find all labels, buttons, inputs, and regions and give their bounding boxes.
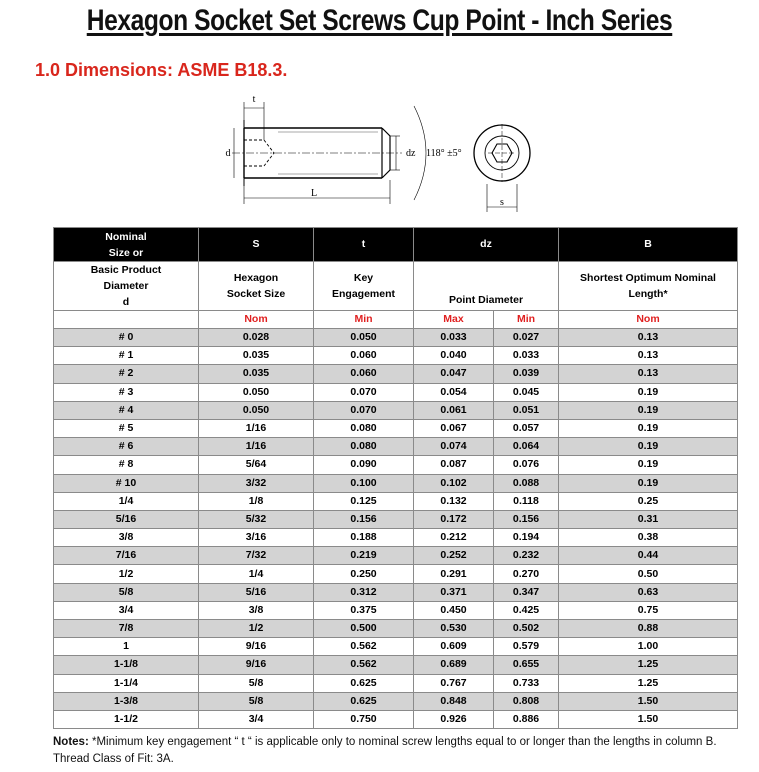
col-dz-desc: Point Diameter <box>414 262 559 311</box>
cell-shortest-length: 1.50 <box>559 710 738 728</box>
cell-hex-socket-size: 0.028 <box>199 329 314 347</box>
col-dz-header: dz <box>414 228 559 262</box>
cell-key-engagement: 0.500 <box>314 620 414 638</box>
units-blank <box>54 311 199 329</box>
table-row <box>54 674 738 692</box>
section-heading: 1.0 Dimensions: ASME B18.3. <box>35 60 288 80</box>
cell-hex-socket-size: 5/32 <box>199 510 314 528</box>
table-row <box>54 583 738 601</box>
cell-shortest-length: 0.19 <box>559 474 738 492</box>
cell-point-diameter-min: 0.088 <box>494 474 559 492</box>
units-row <box>54 311 738 329</box>
cell-key-engagement: 0.188 <box>314 529 414 547</box>
cell-key-engagement: 0.312 <box>314 583 414 601</box>
cell-point-diameter-max: 0.609 <box>414 638 494 656</box>
table-row <box>54 365 738 383</box>
cell-nominal-size: 1/4 <box>54 492 199 510</box>
cell-point-diameter-min: 0.194 <box>494 529 559 547</box>
cell-hex-socket-size: 9/16 <box>199 638 314 656</box>
cell-key-engagement: 0.625 <box>314 674 414 692</box>
cell-point-diameter-max: 0.848 <box>414 692 494 710</box>
cell-shortest-length: 1.50 <box>559 692 738 710</box>
cell-hex-socket-size: 3/8 <box>199 601 314 619</box>
cell-point-diameter-max: 0.689 <box>414 656 494 674</box>
table-row <box>54 565 738 583</box>
cell-point-diameter-min: 0.076 <box>494 456 559 474</box>
cell-point-diameter-max: 0.102 <box>414 474 494 492</box>
col-s-desc: Hexagon Socket Size <box>199 262 314 311</box>
cell-shortest-length: 0.31 <box>559 510 738 528</box>
dim-label-L: L <box>310 188 318 199</box>
cell-point-diameter-max: 0.087 <box>414 456 494 474</box>
cell-shortest-length: 0.19 <box>559 419 738 437</box>
dimensions-table <box>53 227 738 729</box>
cell-hex-socket-size: 7/32 <box>199 547 314 565</box>
dim-label-d: d <box>225 148 231 159</box>
cell-shortest-length: 1.25 <box>559 656 738 674</box>
cell-key-engagement: 0.060 <box>314 347 414 365</box>
cell-nominal-size: # 3 <box>54 383 199 401</box>
col-b-header: B <box>559 228 738 262</box>
cell-shortest-length: 0.19 <box>559 401 738 419</box>
cell-shortest-length: 0.88 <box>559 620 738 638</box>
cell-key-engagement: 0.090 <box>314 456 414 474</box>
col-s-header: S <box>199 228 314 262</box>
cell-hex-socket-size: 1/16 <box>199 419 314 437</box>
cell-hex-socket-size: 1/2 <box>199 620 314 638</box>
cell-point-diameter-max: 0.074 <box>414 438 494 456</box>
cell-point-diameter-max: 0.047 <box>414 365 494 383</box>
cell-key-engagement: 0.156 <box>314 510 414 528</box>
table-row <box>54 419 738 437</box>
cell-key-engagement: 0.562 <box>314 638 414 656</box>
cell-point-diameter-min: 0.733 <box>494 674 559 692</box>
cell-shortest-length: 0.25 <box>559 492 738 510</box>
col-t-header: t <box>314 228 414 262</box>
cell-nominal-size: 3/4 <box>54 601 199 619</box>
col-nominal-desc: Basic Product Diameter d <box>54 262 199 311</box>
cell-point-diameter-min: 0.347 <box>494 583 559 601</box>
cell-shortest-length: 0.13 <box>559 329 738 347</box>
table-row <box>54 547 738 565</box>
cell-key-engagement: 0.250 <box>314 565 414 583</box>
cell-key-engagement: 0.070 <box>314 383 414 401</box>
cell-nominal-size: 1-3/8 <box>54 692 199 710</box>
table-row <box>54 656 738 674</box>
cell-point-diameter-max: 0.067 <box>414 419 494 437</box>
cell-nominal-size: # 1 <box>54 347 199 365</box>
cell-point-diameter-max: 0.040 <box>414 347 494 365</box>
cell-key-engagement: 0.100 <box>314 474 414 492</box>
cell-hex-socket-size: 0.050 <box>199 383 314 401</box>
cell-point-diameter-min: 0.425 <box>494 601 559 619</box>
cell-point-diameter-max: 0.212 <box>414 529 494 547</box>
table-row <box>54 510 738 528</box>
cell-nominal-size: 1-1/8 <box>54 656 199 674</box>
notes-text: *Minimum key engagement “ t “ is applicable only to nominal screw lengths equal to or longer than the lengths in column B. Thread Class of Fit: 3A. <box>53 736 717 765</box>
cell-hex-socket-size: 3/4 <box>199 710 314 728</box>
table-row <box>54 329 738 347</box>
table-row <box>54 692 738 710</box>
cell-point-diameter-min: 0.655 <box>494 656 559 674</box>
cell-nominal-size: # 5 <box>54 419 199 437</box>
cell-shortest-length: 0.19 <box>559 456 738 474</box>
cell-nominal-size: 3/8 <box>54 529 199 547</box>
cell-nominal-size: 5/8 <box>54 583 199 601</box>
cell-hex-socket-size: 5/64 <box>199 456 314 474</box>
cell-shortest-length: 0.19 <box>559 438 738 456</box>
cell-nominal-size: 1/2 <box>54 565 199 583</box>
cell-key-engagement: 0.375 <box>314 601 414 619</box>
cell-point-diameter-min: 0.808 <box>494 692 559 710</box>
cell-point-diameter-min: 0.502 <box>494 620 559 638</box>
table-row <box>54 474 738 492</box>
dim-label-angle: 118° ±5° <box>426 148 462 159</box>
cell-hex-socket-size: 1/8 <box>199 492 314 510</box>
cell-point-diameter-max: 0.767 <box>414 674 494 692</box>
table-row <box>54 401 738 419</box>
cell-nominal-size: # 0 <box>54 329 199 347</box>
cell-point-diameter-max: 0.172 <box>414 510 494 528</box>
cell-shortest-length: 1.00 <box>559 638 738 656</box>
cell-nominal-size: 1 <box>54 638 199 656</box>
table-row <box>54 529 738 547</box>
cell-point-diameter-min: 0.579 <box>494 638 559 656</box>
cell-point-diameter-min: 0.039 <box>494 365 559 383</box>
cell-shortest-length: 0.19 <box>559 383 738 401</box>
set-screw-drawing <box>218 90 532 216</box>
cell-nominal-size: 7/8 <box>54 620 199 638</box>
cell-nominal-size: # 2 <box>54 365 199 383</box>
cell-point-diameter-min: 0.033 <box>494 347 559 365</box>
cell-point-diameter-min: 0.118 <box>494 492 559 510</box>
cell-point-diameter-max: 0.132 <box>414 492 494 510</box>
cell-nominal-size: # 10 <box>54 474 199 492</box>
cell-point-diameter-max: 0.054 <box>414 383 494 401</box>
table-row <box>54 456 738 474</box>
table-row <box>54 638 738 656</box>
unit-label: Nom <box>559 311 738 329</box>
cell-key-engagement: 0.080 <box>314 419 414 437</box>
cell-hex-socket-size: 0.035 <box>199 365 314 383</box>
cell-key-engagement: 0.219 <box>314 547 414 565</box>
cell-hex-socket-size: 5/16 <box>199 583 314 601</box>
cell-shortest-length: 0.38 <box>559 529 738 547</box>
cell-point-diameter-min: 0.057 <box>494 419 559 437</box>
cell-hex-socket-size: 5/8 <box>199 674 314 692</box>
cell-nominal-size: 5/16 <box>54 510 199 528</box>
cell-hex-socket-size: 1/4 <box>199 565 314 583</box>
cell-point-diameter-min: 0.045 <box>494 383 559 401</box>
cell-point-diameter-max: 0.033 <box>414 329 494 347</box>
cell-shortest-length: 1.25 <box>559 674 738 692</box>
table-row <box>54 383 738 401</box>
cell-hex-socket-size: 1/16 <box>199 438 314 456</box>
table-row <box>54 601 738 619</box>
cell-point-diameter-min: 0.064 <box>494 438 559 456</box>
cell-hex-socket-size: 9/16 <box>199 656 314 674</box>
cell-nominal-size: # 8 <box>54 456 199 474</box>
cell-point-diameter-max: 0.291 <box>414 565 494 583</box>
cell-nominal-size: # 4 <box>54 401 199 419</box>
cell-key-engagement: 0.562 <box>314 656 414 674</box>
cell-point-diameter-min: 0.232 <box>494 547 559 565</box>
table-row <box>54 347 738 365</box>
header-row-desc <box>54 262 738 311</box>
table-row <box>54 620 738 638</box>
dim-label-t: t <box>252 94 256 105</box>
col-nominal-header: Nominal Size or <box>54 228 199 262</box>
cell-shortest-length: 0.63 <box>559 583 738 601</box>
notes-label: Notes: <box>53 736 92 748</box>
cell-point-diameter-max: 0.061 <box>414 401 494 419</box>
cell-key-engagement: 0.070 <box>314 401 414 419</box>
table-row <box>54 710 738 728</box>
header-row-top <box>54 228 738 262</box>
unit-label: Max <box>414 311 494 329</box>
cell-point-diameter-min: 0.156 <box>494 510 559 528</box>
cell-point-diameter-min: 0.270 <box>494 565 559 583</box>
cell-point-diameter-max: 0.530 <box>414 620 494 638</box>
cell-key-engagement: 0.080 <box>314 438 414 456</box>
cell-shortest-length: 0.13 <box>559 347 738 365</box>
cell-key-engagement: 0.060 <box>314 365 414 383</box>
cell-hex-socket-size: 3/16 <box>199 529 314 547</box>
dim-label-dz: dz <box>406 148 416 159</box>
cell-hex-socket-size: 0.050 <box>199 401 314 419</box>
cell-shortest-length: 0.50 <box>559 565 738 583</box>
cell-point-diameter-max: 0.450 <box>414 601 494 619</box>
col-t-desc: Key Engagement <box>314 262 414 311</box>
cell-key-engagement: 0.125 <box>314 492 414 510</box>
unit-label: Nom <box>199 311 314 329</box>
cell-key-engagement: 0.050 <box>314 329 414 347</box>
angle-arc <box>414 106 426 200</box>
cell-nominal-size: 1-1/2 <box>54 710 199 728</box>
cell-shortest-length: 0.13 <box>559 365 738 383</box>
page-title: Hexagon Socket Set Screws Cup Point - Inch Series <box>86 4 673 37</box>
cell-key-engagement: 0.625 <box>314 692 414 710</box>
cell-point-diameter-min: 0.027 <box>494 329 559 347</box>
cell-point-diameter-max: 0.926 <box>414 710 494 728</box>
cell-nominal-size: # 6 <box>54 438 199 456</box>
cell-point-diameter-max: 0.371 <box>414 583 494 601</box>
cell-shortest-length: 0.75 <box>559 601 738 619</box>
cell-point-diameter-max: 0.252 <box>414 547 494 565</box>
col-b-desc: Shortest Optimum Nominal Length* <box>559 262 738 311</box>
notes <box>53 734 743 768</box>
cell-nominal-size: 7/16 <box>54 547 199 565</box>
table-row <box>54 438 738 456</box>
cell-hex-socket-size: 0.035 <box>199 347 314 365</box>
dim-label-s: s <box>500 197 504 208</box>
cell-point-diameter-min: 0.886 <box>494 710 559 728</box>
table-row <box>54 492 738 510</box>
unit-label: Min <box>494 311 559 329</box>
cell-hex-socket-size: 5/8 <box>199 692 314 710</box>
unit-label: Min <box>314 311 414 329</box>
cell-point-diameter-min: 0.051 <box>494 401 559 419</box>
cell-shortest-length: 0.44 <box>559 547 738 565</box>
cell-hex-socket-size: 3/32 <box>199 474 314 492</box>
cell-nominal-size: 1-1/4 <box>54 674 199 692</box>
cell-key-engagement: 0.750 <box>314 710 414 728</box>
